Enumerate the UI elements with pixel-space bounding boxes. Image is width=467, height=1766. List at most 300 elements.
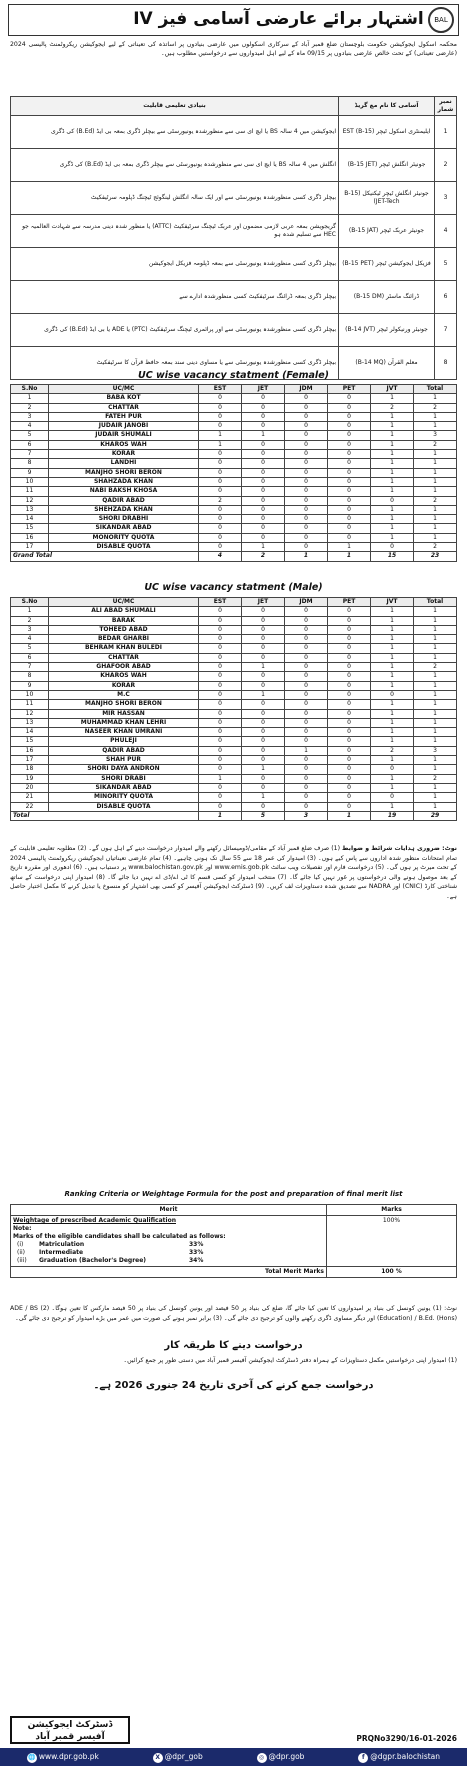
grand-total-row [11,811,457,820]
vacancy-count-cell: 1 [414,616,457,625]
vacancy-count-cell: 0 [199,728,242,737]
vacancy-count-cell: 0 [285,700,328,709]
serial-cell: 14 [11,728,49,737]
vacancy-count-cell: 0 [242,783,285,792]
post-serial: 7 [435,314,457,347]
vacancy-count-cell: 0 [285,625,328,634]
uc-name-cell: QADIR ABAD [49,746,199,755]
vacancy-count-cell: 0 [285,412,328,421]
vacancy-count-cell: 0 [242,524,285,533]
uc-name-cell: MIR HASSAN [49,709,199,718]
vacancy-count-cell: 0 [285,783,328,792]
vacancy-count-cell: 1 [414,700,457,709]
vacancy-count-cell: 0 [328,690,371,699]
post-qualification: ایجوکیشن میں 4 سالہ BS یا ایچ ای سی سے منظورشدہ یونیورسٹی سے بیچلر ڈگری بمعہ بی ایڈ (B.Ed) کی ڈگری [11,116,339,149]
vacancy-count-cell: 0 [242,644,285,653]
vacancy-count-cell: 1 [371,616,414,625]
uc-name-cell: MUHAMMAD KHAN LEHRI [49,718,199,727]
vacancy-count-cell: 0 [242,672,285,681]
posts-table-container [10,96,457,380]
vacancy-count-cell: 0 [285,663,328,672]
serial-cell: 9 [11,681,49,690]
serial-cell: 10 [11,477,49,486]
vacancy-count-cell: 1 [414,793,457,802]
merit-table [10,1204,457,1278]
column-header: EST [199,385,242,394]
vacancy-count-cell: 0 [199,802,242,811]
vacancy-count-cell: 0 [328,625,371,634]
vacancy-count-cell: 1 [414,487,457,496]
vacancy-count-cell: 0 [371,543,414,552]
uc-name-cell: KORAR [49,450,199,459]
vacancy-count-cell: 1 [371,644,414,653]
notes-heading: نوٹ: ضروری ہدایات شرائط و ضوابط [342,845,457,852]
vacancy-count-cell: 1 [371,468,414,477]
vacancy-count-cell: 0 [199,468,242,477]
vacancy-count-cell: 2 [414,496,457,505]
column-header: JDM [285,385,328,394]
total-merit-value: 100 % [327,1267,457,1278]
vacancy-count-cell: 1 [242,793,285,802]
serial-cell: 2 [11,616,49,625]
vacancy-count-cell: 1 [199,774,242,783]
vacancy-count-cell: 0 [242,635,285,644]
column-header: EST [199,598,242,607]
vacancy-count-cell: 0 [242,505,285,514]
vacancy-count-cell: 1 [414,737,457,746]
vacancy-count-cell: 0 [242,440,285,449]
vacancy-count-cell: 0 [242,468,285,477]
serial-cell: 15 [11,524,49,533]
uc-name-cell: LANDHI [49,459,199,468]
vacancy-count-cell: 1 [242,543,285,552]
vacancy-count-cell: 0 [242,394,285,403]
vacancy-count-cell: 1 [414,505,457,514]
vacancy-count-cell: 0 [199,672,242,681]
serial-cell: 17 [11,543,49,552]
vacancy-count-cell: 0 [328,774,371,783]
vacancy-count-cell: 1 [199,431,242,440]
vacancy-count-cell: 0 [199,505,242,514]
posts-table [10,96,457,380]
table-row [11,783,457,792]
vacancy-count-cell: 0 [242,616,285,625]
table-row [11,709,457,718]
ranking-title: Ranking Criteria or Weightage Formula for the post and preparation of final merit list [64,1190,403,1198]
post-name: جونیئر عربک ٹیچر (B-15 JAT) [339,215,435,248]
vacancy-count-cell: 1 [371,737,414,746]
post-row [11,248,457,281]
vacancy-count-cell: 1 [414,394,457,403]
serial-cell: 6 [11,440,49,449]
table-row [11,412,457,421]
vacancy-count-cell: 0 [328,515,371,524]
vacancy-count-cell: 0 [199,524,242,533]
post-qualification: انگلش میں 4 سالہ BS یا ایچ ای سی سے منظورشدہ یونیورسٹی سے بیچلر ڈگری بمعہ بی ایڈ (B.Ed) کی ڈگری [11,149,339,182]
vacancy-count-cell: 3 [414,746,457,755]
vacancy-count-cell: 0 [285,607,328,616]
government-seal-icon: BAL [428,7,454,33]
post-qualification: بیچلر ڈگری کسی منظورشدہ یونیورسٹی سے بمعہ ڈپلومہ فزیکل ایجوکیشن [11,248,339,281]
vacancy-count-cell: 1 [414,690,457,699]
uc-name-cell: KHAROS WAH [49,672,199,681]
table-row [11,533,457,542]
vacancy-count-cell: 0 [242,756,285,765]
serial-cell: 3 [11,625,49,634]
facebook-icon: f [358,1753,368,1763]
uc-name-cell: BARAK [49,616,199,625]
vacancy-count-cell: 1 [371,709,414,718]
table-row [11,672,457,681]
vacancy-count-cell: 1 [371,515,414,524]
vacancy-count-cell: 0 [199,690,242,699]
vacancy-count-cell: 0 [242,802,285,811]
vacancy-count-cell: 1 [371,783,414,792]
column-header: JDM [285,598,328,607]
post-row [11,149,457,182]
total-count-cell: 3 [285,811,328,820]
column-header: JVT [371,385,414,394]
vacancy-count-cell: 1 [371,440,414,449]
vacancy-count-cell: 0 [242,737,285,746]
vacancy-count-cell: 0 [199,746,242,755]
vacancy-count-cell: 0 [199,737,242,746]
total-merit-label: Total Merit Marks [11,1267,327,1278]
vacancy-count-cell: 0 [285,515,328,524]
vacancy-count-cell: 1 [242,690,285,699]
uc-name-cell: DISABLE QUOTA [49,543,199,552]
vacancy-count-cell: 0 [285,440,328,449]
vacancy-count-cell: 1 [414,765,457,774]
signature-block [10,1716,130,1744]
column-header: JET [242,385,285,394]
vacancy-count-cell: 1 [414,653,457,662]
uc-name-cell: SHORI DRABHI [49,515,199,524]
vacancy-count-cell: 0 [285,543,328,552]
vacancy-count-cell: 1 [371,431,414,440]
column-header: Total [414,598,457,607]
vacancy-count-cell: 1 [371,394,414,403]
vacancy-count-cell: 0 [242,459,285,468]
vacancy-count-cell: 0 [199,625,242,634]
vacancy-count-cell: 0 [328,802,371,811]
vacancy-count-cell: 0 [199,616,242,625]
vacancy-count-cell: 0 [242,477,285,486]
serial-cell: 3 [11,412,49,421]
vacancy-count-cell: 0 [285,505,328,514]
uc-name-cell: MANJHO SHORI BERON [49,468,199,477]
vacancy-count-cell: 0 [199,700,242,709]
merit-item-number: (i) [17,1241,24,1248]
uc-name-cell: ALI ABAD SHUMALI [49,607,199,616]
table-row [11,625,457,634]
vacancy-count-cell: 0 [242,681,285,690]
signature-line-1: ڈسٹرکٹ ایجوکیشن [27,1720,113,1730]
x-icon: X [153,1753,163,1763]
table-row [11,793,457,802]
vacancy-count-cell: 0 [285,756,328,765]
vacancy-count-cell: 1 [371,672,414,681]
uc-name-cell: M.C [49,690,199,699]
vacancy-count-cell: 0 [285,477,328,486]
vacancy-count-cell: 0 [199,403,242,412]
table-row [11,635,457,644]
vacancy-count-cell: 0 [328,459,371,468]
total-label: Total [11,811,199,820]
post-name: جونیئر انگلش ٹیچر (B-15 JET) [339,149,435,182]
vacancy-count-cell: 1 [414,728,457,737]
merit-item-name: Graduation (Bachelor's Degree) [39,1257,147,1264]
post-name: جونیئر ورنیکولر ٹیچر (B-14 JVT) [339,314,435,347]
merit-item [13,1257,324,1265]
post-name: جونیئر انگلش ٹیچر ٹیکنیکل (B-15 JET-Tech) [339,182,435,215]
vacancy-count-cell: 1 [371,700,414,709]
vacancy-count-cell: 1 [414,422,457,431]
male-vacancy-title: UC wise vacancy statment (Male) [144,582,323,593]
vacancy-count-cell: 1 [371,422,414,431]
vacancy-count-cell: 1 [199,440,242,449]
vacancy-count-cell: 1 [328,543,371,552]
column-header: S.No [11,385,49,394]
vacancy-count-cell: 0 [199,422,242,431]
table-row [11,459,457,468]
vacancy-count-cell: 0 [328,681,371,690]
table-row [11,422,457,431]
post-row [11,215,457,248]
vacancy-count-cell: 0 [328,403,371,412]
column-header: PET [328,598,371,607]
vacancy-count-cell: 0 [242,653,285,662]
vacancy-count-cell: 0 [328,422,371,431]
total-count-cell: 29 [414,811,457,820]
post-row [11,314,457,347]
serial-cell: 6 [11,653,49,662]
vacancy-count-cell: 0 [199,607,242,616]
grand-total-row [11,552,457,561]
vacancy-count-cell: 0 [328,440,371,449]
uc-name-cell: BEHRAM KHAN BULEDI [49,644,199,653]
serial-cell: 16 [11,746,49,755]
serial-cell: 11 [11,487,49,496]
vacancy-count-cell: 0 [199,487,242,496]
vacancy-count-cell: 1 [371,505,414,514]
vacancy-count-cell: 0 [242,422,285,431]
footer-link[interactable] [257,1752,305,1763]
uc-name-cell: QADIR ABAD [49,496,199,505]
vacancy-count-cell: 0 [199,663,242,672]
vacancy-count-cell: 1 [371,607,414,616]
vacancy-count-cell: 1 [242,765,285,774]
vacancy-count-cell: 0 [199,477,242,486]
vacancy-count-cell: 0 [199,515,242,524]
serial-header: نمبر شمار [435,97,457,116]
vacancy-count-cell: 0 [242,412,285,421]
vacancy-count-cell: 0 [371,496,414,505]
vacancy-count-cell: 0 [242,403,285,412]
merit-item [13,1241,324,1249]
vacancy-count-cell: 0 [285,765,328,774]
post-name-header: آسامی کا نام مع گریڈ [339,97,435,116]
footer-link[interactable] [358,1752,440,1763]
post-qualification: بیچلر ڈگری بمعہ ڈرائنگ سرٹیفکیٹ کسی منظورشدہ ادارے سے [11,281,339,314]
serial-cell: 11 [11,700,49,709]
female-vacancy-table [10,384,457,562]
vacancy-count-cell: 1 [414,635,457,644]
post-qualification: بیچلر ڈگری کسی منظورشدہ یونیورسٹی سے اور ایک سالہ انگلش لینگوئج ٹیچنگ ڈپلومہ سرٹیفکیٹ [11,182,339,215]
post-name: فزیکل ایجوکیشن ٹیچر (B-15 PET) [339,248,435,281]
vacancy-count-cell: 0 [328,644,371,653]
table-row [11,728,457,737]
table-row [11,718,457,727]
uc-name-cell: CHATTAR [49,403,199,412]
vacancy-count-cell: 1 [242,431,285,440]
vacancy-count-cell: 1 [371,663,414,672]
table-row [11,644,457,653]
serial-cell: 17 [11,756,49,765]
footer-link[interactable] [27,1752,99,1763]
vacancy-count-cell: 0 [199,635,242,644]
uc-name-cell: KHAROS WAH [49,440,199,449]
vacancy-count-cell: 1 [285,746,328,755]
vacancy-count-cell: 0 [328,412,371,421]
serial-cell: 21 [11,793,49,802]
total-count-cell: 23 [414,552,457,561]
total-count-cell: 2 [242,552,285,561]
vacancy-count-cell: 0 [328,737,371,746]
footer-link-text: @dpr.gob [268,1751,305,1761]
vacancy-count-cell: 1 [414,709,457,718]
marks-header: Marks [327,1205,457,1216]
table-row [11,802,457,811]
total-count-cell: 1 [328,552,371,561]
uc-name-cell: MINORITY QUOTA [49,793,199,802]
serial-cell: 18 [11,765,49,774]
vacancy-count-cell: 0 [328,468,371,477]
vacancy-count-cell: 0 [285,672,328,681]
total-count-cell: 1 [199,811,242,820]
uc-name-cell: CHATTAR [49,653,199,662]
post-name: ایلیمنٹری اسکول ٹیچر EST (B-15) [339,116,435,149]
serial-cell: 12 [11,496,49,505]
serial-cell: 8 [11,459,49,468]
uc-name-cell: SIKANDAR ABAD [49,783,199,792]
merit-cell [11,1216,327,1267]
vacancy-count-cell: 0 [199,765,242,774]
vacancy-count-cell: 1 [414,756,457,765]
vacancy-count-cell: 1 [371,625,414,634]
table-row [11,765,457,774]
merit-table-container [10,1204,457,1278]
deadline-text: درخواست جمع کرنے کی آخری تاریخ 24 جنوری 2026 ہے۔ [93,1380,374,1391]
vacancy-count-cell: 1 [371,681,414,690]
total-count-cell: 5 [242,811,285,820]
serial-cell: 12 [11,709,49,718]
column-header: JET [242,598,285,607]
vacancy-count-cell: 0 [242,496,285,505]
table-row [11,653,457,662]
uc-name-cell: BEDAR GHARBI [49,635,199,644]
vacancy-count-cell: 0 [242,450,285,459]
serial-cell: 5 [11,644,49,653]
vacancy-count-cell: 0 [199,709,242,718]
male-vacancy-container [10,597,457,821]
vacancy-count-cell: 0 [242,487,285,496]
footer-link-text: @dpr_gob [164,1751,203,1761]
vacancy-count-cell: 0 [328,477,371,486]
footer-link[interactable] [153,1752,203,1763]
vacancy-count-cell: 0 [285,468,328,477]
footer-bar [0,1748,467,1766]
vacancy-count-cell: 0 [242,746,285,755]
post-serial: 8 [435,347,457,380]
serial-cell: 7 [11,663,49,672]
vacancy-count-cell: 0 [328,746,371,755]
vacancy-count-cell: 0 [328,450,371,459]
table-row [11,543,457,552]
vacancy-count-cell: 0 [285,403,328,412]
merit-item-percent: 34% [189,1257,204,1264]
post-row [11,182,457,215]
vacancy-count-cell: 0 [242,515,285,524]
table-row [11,681,457,690]
vacancy-count-cell: 0 [328,663,371,672]
vacancy-count-cell: 2 [199,496,242,505]
vacancy-count-cell: 1 [371,774,414,783]
column-header: PET [328,385,371,394]
vacancy-count-cell: 0 [328,607,371,616]
vacancy-count-cell: 0 [285,616,328,625]
table-row [11,431,457,440]
vacancy-count-cell: 0 [199,533,242,542]
table-row [11,756,457,765]
uc-name-cell: SHORI DRABI [49,774,199,783]
vacancy-count-cell: 0 [285,533,328,542]
vacancy-count-cell: 1 [371,533,414,542]
total-count-cell: 1 [328,811,371,820]
vacancy-count-cell: 0 [328,756,371,765]
footer-link-text: www.dpr.gob.pk [38,1751,99,1761]
table-row [11,746,457,755]
uc-name-cell: NABI BAKSH KHOSA [49,487,199,496]
vacancy-count-cell: 0 [242,625,285,634]
post-serial: 5 [435,248,457,281]
vacancy-count-cell: 0 [285,709,328,718]
vacancy-count-cell: 0 [242,709,285,718]
column-header: S.No [11,598,49,607]
vacancy-count-cell: 1 [371,450,414,459]
vacancy-count-cell: 0 [285,774,328,783]
vacancy-count-cell: 0 [328,635,371,644]
post-serial: 2 [435,149,457,182]
total-count-cell: 1 [285,552,328,561]
vacancy-count-cell: 1 [371,477,414,486]
serial-cell: 16 [11,533,49,542]
apply-heading: درخواست دینے کا طریقہ کار [164,1340,303,1351]
total-count-cell: 19 [371,811,414,820]
table-row [11,690,457,699]
vacancy-count-cell: 0 [199,644,242,653]
vacancy-count-cell: 1 [414,718,457,727]
vacancy-count-cell: 0 [199,793,242,802]
vacancy-count-cell: 0 [242,533,285,542]
total-label: Grand Total [11,552,199,561]
vacancy-count-cell: 2 [371,403,414,412]
post-serial: 6 [435,281,457,314]
vacancy-count-cell: 2 [414,543,457,552]
vacancy-count-cell: 0 [328,672,371,681]
prq-number: PRQNo3290/16-01-2026 [356,1734,457,1743]
vacancy-count-cell: 1 [242,663,285,672]
